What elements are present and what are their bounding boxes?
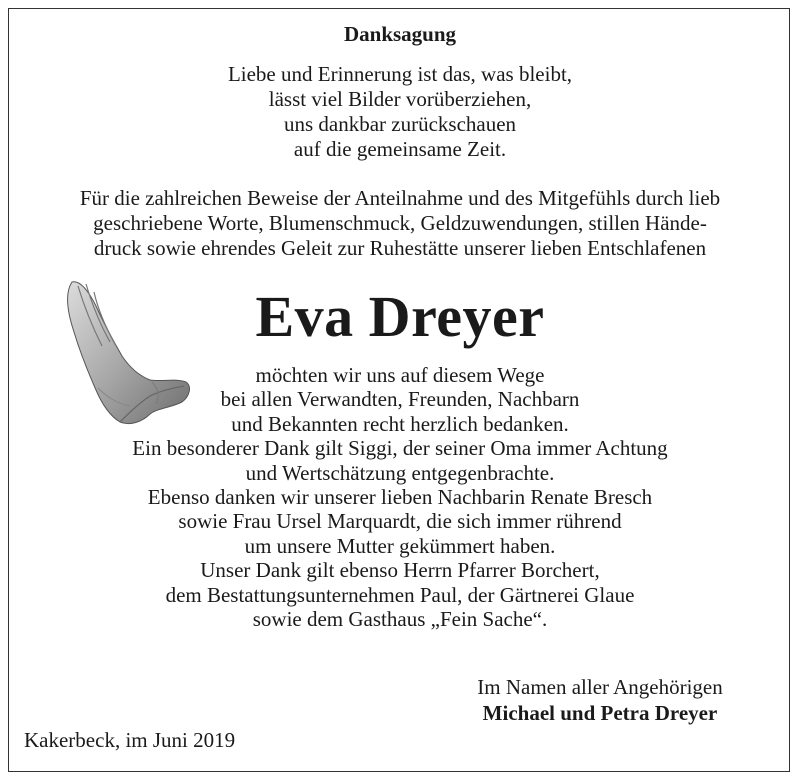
poem-line: Liebe und Erinnerung ist das, was bleibt, (227, 62, 573, 86)
thanks-line: sowie Frau Ursel Marquardt, die sich immer rührend (178, 509, 622, 534)
signature-names: Michael und Petra Dreyer (482, 701, 718, 725)
thanks-line: und Wertschätzung entgegenbrachte. (245, 460, 555, 485)
signature-block (440, 674, 760, 726)
thanks-line: dem Bestattungsunternehmen Paul, der Gärtnerei Glaue (165, 582, 635, 607)
thanks-line: Ebenso danken wir unserer lieben Nachbarin Renate Bresch (147, 485, 653, 510)
poem-line: lässt viel Bilder vorüberziehen, (268, 87, 532, 111)
poem (0, 62, 800, 162)
intro-line: druck sowie ehrendes Geleit zur Ruhestätte unserer lieben Entschlafenen (93, 236, 707, 260)
thanks-line: Unser Dank gilt ebenso Herrn Pfarrer Borchert, (200, 558, 600, 583)
thanks-line: Ein besonderer Dank gilt Siggi, der seiner Oma immer Achtung (132, 436, 668, 461)
thanks-paragraph (0, 363, 800, 631)
intro-paragraph (0, 186, 800, 261)
place-date: Kakerbeck, im Juni 2019 (24, 728, 236, 752)
poem-line: auf die gemeinsame Zeit. (293, 137, 507, 161)
signature-intro: Im Namen aller Angehörigen (477, 675, 723, 699)
thanks-line: bei allen Verwandten, Freunden, Nachbarn (220, 387, 580, 412)
intro-line: Für die zahlreichen Beweise der Anteilnahme und des Mitgefühls durch lieb (79, 186, 721, 210)
intro-line: geschriebene Worte, Blumenschmuck, Geldzuwendungen, stillen Hände- (93, 211, 707, 235)
thanks-line: möchten wir uns auf diesem Wege (255, 363, 545, 387)
thanks-line: und Bekannten recht herzlich bedanken. (231, 411, 569, 436)
thanks-line: sowie dem Gasthaus „Fein Sache“. (252, 607, 548, 632)
deceased-name: Eva Dreyer (255, 284, 545, 349)
thanks-line: um unsere Mutter gekümmert haben. (244, 533, 556, 558)
poem-line: uns dankbar zurückschauen (283, 112, 517, 136)
notice-title: Danksagung (343, 22, 457, 46)
